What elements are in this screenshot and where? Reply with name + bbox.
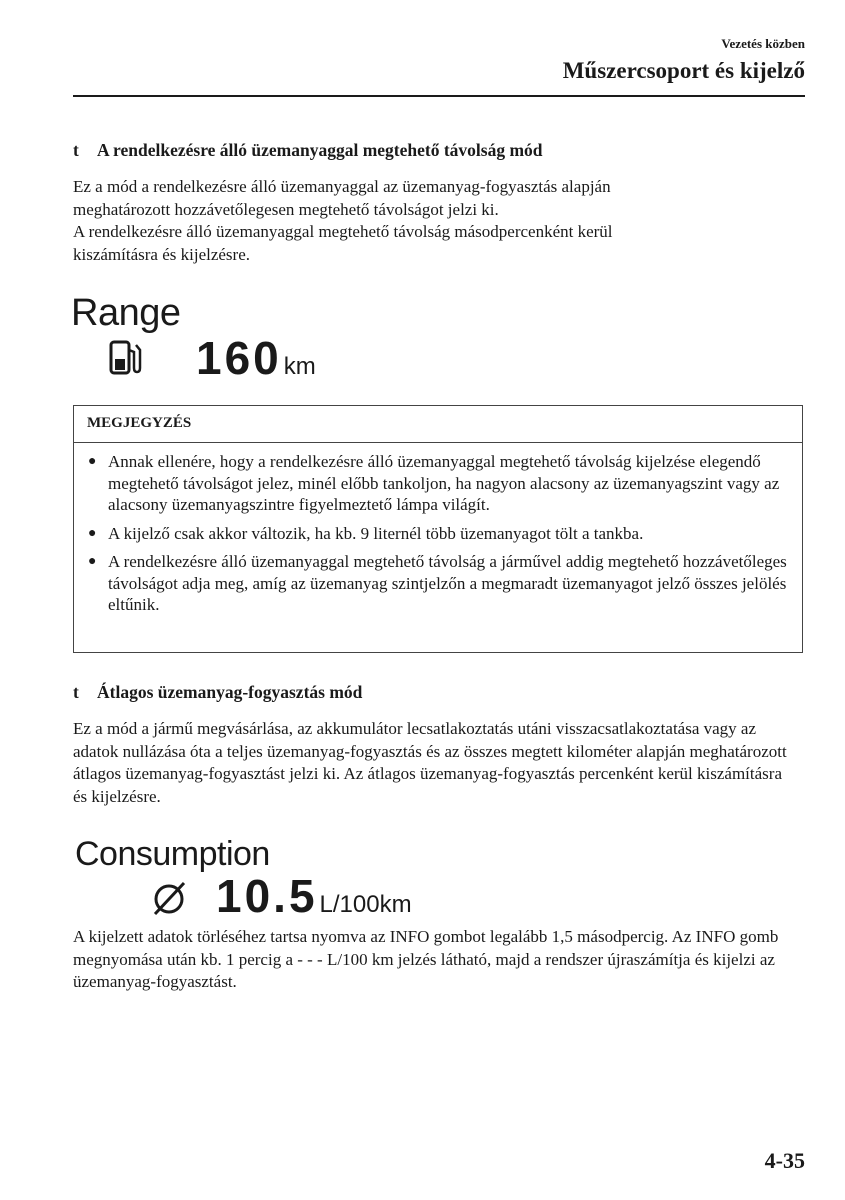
note-item [86,523,788,545]
consumption-value: 10.5 [216,870,318,922]
consumption-description: Ez a mód a jármű megvásárlása, az akkumulátor lecsatlakoztatás utáni visszacsatlakoztatása vagy az adatok nullázása óta a teljes üzemanyag-fogyasztás és az összes megtett kilométer alapján meghatározott átlagos üzemanyag-fogyasztást jelzi ki. Az átlagos üzemanyag-fogyasztás percenként kerül kiszámításra és kijelzésre. [73,719,787,806]
fuel-pump-icon [108,338,144,378]
section-marker: t [73,140,79,160]
note-item-text: Annak ellenére, hogy a rendelkezésre álló üzemanyaggal megtehető távolság kijelzése elegendő megtehető távolságot jelez, minél előbb tankoljon, ha nagyon alacsony az üzemanyagszint vagy az alacsony üzemanyagszintre figyelmeztető lámpa világít. [108,452,780,514]
header-divider [73,95,805,97]
range-display-label: Range [71,292,181,334]
note-item-text: A rendelkezésre álló üzemanyaggal megtehető távolság a járművel addig megtehető hozzávetőleges távolságot adja meg, amíg az üzemanyag szintjelzőn a megmaradt üzemanyagot jelző összes jelölés eltűnik. [108,552,787,614]
note-item [86,451,788,516]
range-section-heading [73,140,543,161]
range-desc-line: Ez a mód a rendelkezésre álló üzemanyaggal az üzemanyag-fogyasztás alapján [73,177,611,196]
note-list [74,443,802,616]
bullet-icon: ● [88,525,97,541]
reset-instructions: A kijelzett adatok törléséhez tartsa nyomva az INFO gombot legalább 1,5 másodpercig. Az INFO gomb megnyomása után kb. 1 percig a - - - L/100 km jelzés látható, majd a rendszer újraszámítja és kijelzi az üzemanyag-fogyasztást. [73,927,779,991]
page-number: 4-35 [764,1148,805,1173]
average-symbol-icon [150,878,190,918]
range-unit: km [283,353,316,380]
consumption-readout [216,869,412,923]
consumption-section-heading [73,682,362,703]
chapter-label: Vezetés közben [721,36,805,51]
consumption-unit: L/100km [319,891,412,918]
note-box [73,405,803,653]
bullet-icon: ● [88,554,97,569]
note-title: MEGJEGYZÉS [74,406,802,443]
note-item [86,551,788,616]
consumption-heading-text: Átlagos üzemanyag-fogyasztás mód [97,682,363,702]
section-marker: t [73,682,79,702]
note-item-text: A kijelző csak akkor változik, ha kb. 9 liternél több üzemanyagot tölt a tankba. [108,523,644,543]
page-title: Műszercsoport és kijelző [562,58,805,83]
range-desc-line: kiszámításra és kijelzésre. [73,244,251,264]
range-desc-line: meghatározott hozzávetőlegesen megtehető távolságot jelzi ki. [73,199,499,219]
range-heading-text: A rendelkezésre álló üzemanyaggal megtehető távolság mód [97,140,543,160]
range-description [73,176,793,266]
range-value: 160 [196,332,282,384]
range-readout [196,331,316,385]
range-desc-line: A rendelkezésre álló üzemanyaggal megtehető távolság másodpercenként kerül [73,222,613,241]
consumption-display-label: Consumption [75,835,270,873]
bullet-icon: ● [88,454,97,469]
